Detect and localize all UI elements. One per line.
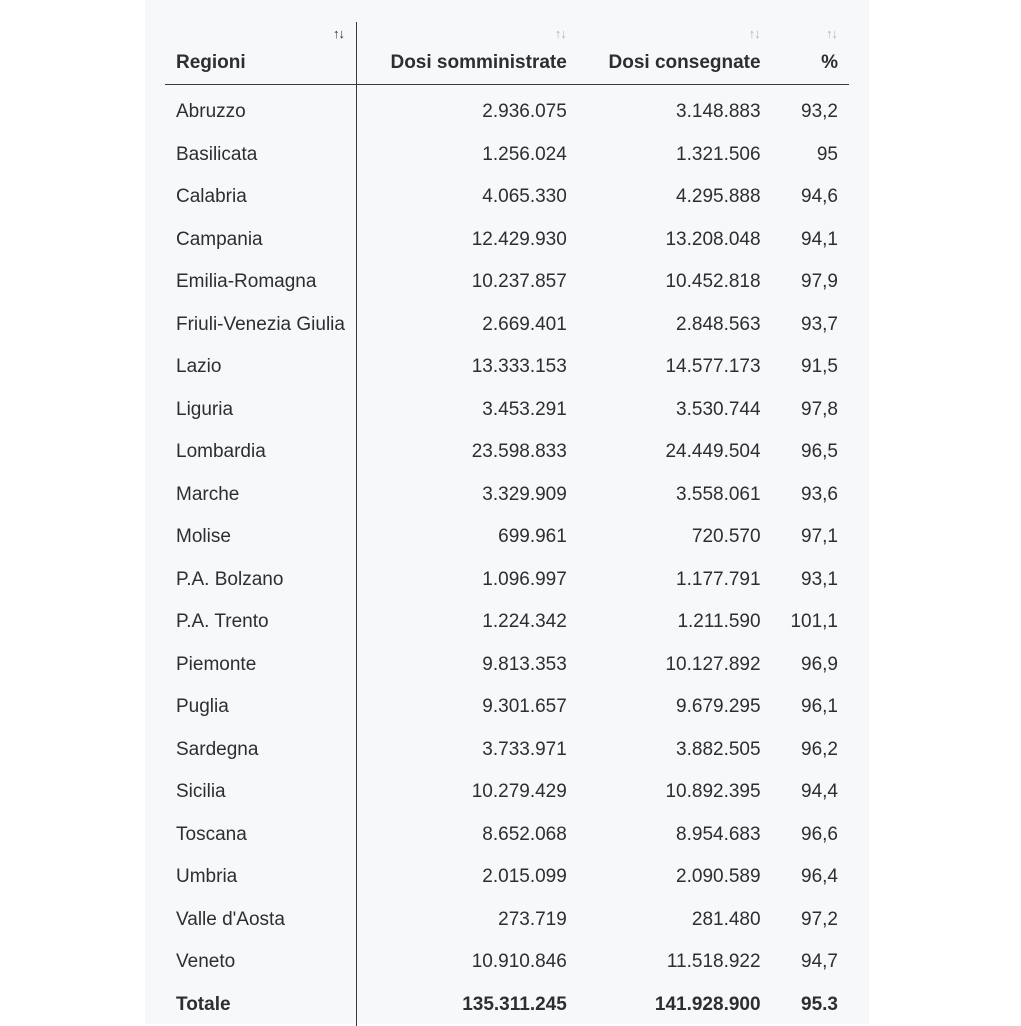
- cell-percent: 96,2: [772, 729, 849, 772]
- cell-percent: 97,1: [772, 516, 849, 559]
- cell-percent: 93,7: [772, 304, 849, 347]
- sort-arrows-icon[interactable]: ↑↓: [749, 26, 760, 41]
- sort-arrows-icon[interactable]: ↑↓: [333, 26, 344, 41]
- cell-administered: 1.224.342: [356, 601, 577, 644]
- table-row: [165, 559, 849, 602]
- cell-delivered: 281.480: [578, 899, 772, 942]
- table-row: [165, 346, 849, 389]
- cell-administered: 3.453.291: [356, 389, 577, 432]
- table-row: [165, 516, 849, 559]
- cell-administered: 3.329.909: [356, 474, 577, 517]
- cell-percent: 93,1: [772, 559, 849, 602]
- table-row: [165, 601, 849, 644]
- column-header-percent[interactable]: [772, 22, 849, 85]
- cell-delivered: 720.570: [578, 516, 772, 559]
- cell-administered: 9.813.353: [356, 644, 577, 687]
- cell-region: Piemonte: [165, 644, 356, 687]
- cell-region: Basilicata: [165, 134, 356, 177]
- table-row: [165, 431, 849, 474]
- cell-delivered: 8.954.683: [578, 814, 772, 857]
- cell-administered: 273.719: [356, 899, 577, 942]
- cell-administered: 1.256.024: [356, 134, 577, 177]
- cell-delivered: 141.928.900: [578, 984, 772, 1026]
- cell-delivered: 2.090.589: [578, 856, 772, 899]
- cell-region: Sicilia: [165, 771, 356, 814]
- sort-arrows-icon[interactable]: ↑↓: [555, 26, 566, 41]
- table-panel: [145, 0, 869, 1024]
- cell-delivered: 10.892.395: [578, 771, 772, 814]
- cell-percent: 97,8: [772, 389, 849, 432]
- cell-percent: 96,9: [772, 644, 849, 687]
- table-row: [165, 176, 849, 219]
- cell-region: Marche: [165, 474, 356, 517]
- cell-administered: 2.936.075: [356, 85, 577, 134]
- table-row: [165, 304, 849, 347]
- cell-region: P.A. Trento: [165, 601, 356, 644]
- cell-percent: 93,2: [772, 85, 849, 134]
- cell-percent: 94,1: [772, 219, 849, 262]
- cell-region: Valle d'Aosta: [165, 899, 356, 942]
- table-row: [165, 389, 849, 432]
- column-header-label: Dosi somministrate: [390, 52, 566, 73]
- table-row: [165, 686, 849, 729]
- cell-delivered: 4.295.888: [578, 176, 772, 219]
- cell-administered: 135.311.245: [356, 984, 577, 1026]
- column-header-label: %: [821, 52, 838, 73]
- cell-administered: 23.598.833: [356, 431, 577, 474]
- table-row: [165, 134, 849, 177]
- cell-administered: 2.015.099: [356, 856, 577, 899]
- cell-region: Sardegna: [165, 729, 356, 772]
- cell-delivered: 2.848.563: [578, 304, 772, 347]
- cell-delivered: 13.208.048: [578, 219, 772, 262]
- table-row: [165, 219, 849, 262]
- cell-administered: 10.910.846: [356, 941, 577, 984]
- cell-delivered: 3.148.883: [578, 85, 772, 134]
- cell-percent: 101,1: [772, 601, 849, 644]
- table-row: [165, 85, 849, 134]
- cell-delivered: 1.211.590: [578, 601, 772, 644]
- cell-region: Abruzzo: [165, 85, 356, 134]
- table-row: [165, 899, 849, 942]
- table-row: [165, 729, 849, 772]
- cell-region: Calabria: [165, 176, 356, 219]
- cell-region: Emilia-Romagna: [165, 261, 356, 304]
- cell-percent: 91,5: [772, 346, 849, 389]
- table-row: [165, 644, 849, 687]
- cell-region: Lombardia: [165, 431, 356, 474]
- cell-administered: 8.652.068: [356, 814, 577, 857]
- cell-administered: 1.096.997: [356, 559, 577, 602]
- cell-percent: 95.3: [772, 984, 849, 1026]
- cell-delivered: 10.127.892: [578, 644, 772, 687]
- vaccination-table: [165, 22, 849, 1026]
- cell-delivered: 14.577.173: [578, 346, 772, 389]
- cell-delivered: 9.679.295: [578, 686, 772, 729]
- cell-delivered: 1.177.791: [578, 559, 772, 602]
- cell-percent: 96,1: [772, 686, 849, 729]
- table-row: [165, 856, 849, 899]
- table-row: [165, 261, 849, 304]
- cell-delivered: 1.321.506: [578, 134, 772, 177]
- cell-administered: 9.301.657: [356, 686, 577, 729]
- column-header-administered[interactable]: [356, 22, 577, 85]
- table-row: [165, 474, 849, 517]
- cell-percent: 96,4: [772, 856, 849, 899]
- table-row: [165, 941, 849, 984]
- cell-delivered: 24.449.504: [578, 431, 772, 474]
- table-row: [165, 814, 849, 857]
- cell-region: Friuli-Venezia Giulia: [165, 304, 356, 347]
- cell-delivered: 10.452.818: [578, 261, 772, 304]
- table-body: [165, 85, 849, 1026]
- column-header-region[interactable]: [165, 22, 356, 85]
- cell-percent: 96,6: [772, 814, 849, 857]
- cell-percent: 95: [772, 134, 849, 177]
- cell-percent: 96,5: [772, 431, 849, 474]
- cell-administered: 699.961: [356, 516, 577, 559]
- cell-percent: 94,6: [772, 176, 849, 219]
- total-row: [165, 984, 849, 1026]
- table-row: [165, 771, 849, 814]
- cell-delivered: 3.882.505: [578, 729, 772, 772]
- cell-region: Molise: [165, 516, 356, 559]
- sort-arrows-icon[interactable]: ↑↓: [826, 26, 837, 41]
- header-row: [165, 22, 849, 85]
- cell-percent: 93,6: [772, 474, 849, 517]
- cell-delivered: 3.558.061: [578, 474, 772, 517]
- cell-region: Liguria: [165, 389, 356, 432]
- cell-region: Lazio: [165, 346, 356, 389]
- cell-region: Campania: [165, 219, 356, 262]
- cell-region: P.A. Bolzano: [165, 559, 356, 602]
- cell-administered: 3.733.971: [356, 729, 577, 772]
- column-header-label: Regioni: [176, 52, 246, 73]
- cell-region: Veneto: [165, 941, 356, 984]
- cell-percent: 94,4: [772, 771, 849, 814]
- column-header-label: Dosi consegnate: [609, 52, 761, 73]
- cell-delivered: 3.530.744: [578, 389, 772, 432]
- cell-administered: 12.429.930: [356, 219, 577, 262]
- cell-percent: 97,2: [772, 899, 849, 942]
- cell-administered: 10.237.857: [356, 261, 577, 304]
- column-header-delivered[interactable]: [578, 22, 772, 85]
- cell-administered: 4.065.330: [356, 176, 577, 219]
- cell-region: Totale: [165, 984, 356, 1026]
- cell-region: Umbria: [165, 856, 356, 899]
- cell-administered: 10.279.429: [356, 771, 577, 814]
- cell-administered: 2.669.401: [356, 304, 577, 347]
- cell-region: Puglia: [165, 686, 356, 729]
- cell-administered: 13.333.153: [356, 346, 577, 389]
- cell-delivered: 11.518.922: [578, 941, 772, 984]
- cell-percent: 94,7: [772, 941, 849, 984]
- cell-percent: 97,9: [772, 261, 849, 304]
- cell-region: Toscana: [165, 814, 356, 857]
